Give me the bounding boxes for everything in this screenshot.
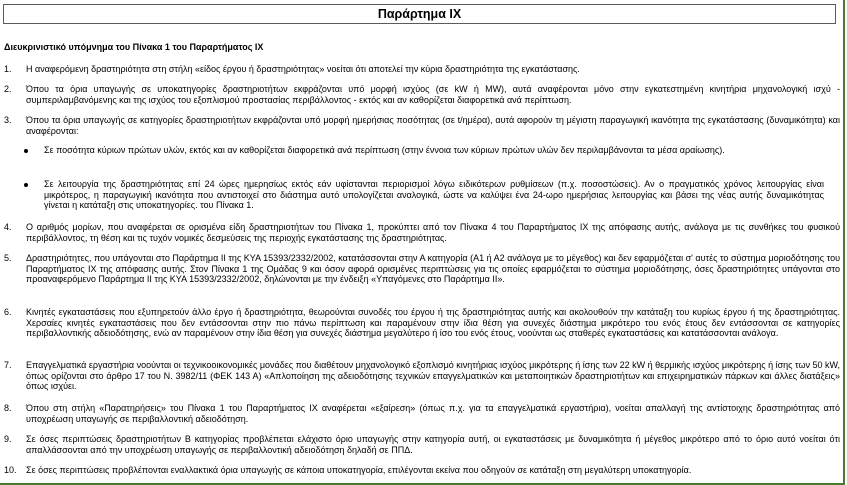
note-9	[0, 434, 840, 455]
note-number: 4.	[4, 222, 12, 232]
bullet-text: Σε ποσότητα κύριων πρώτων υλών, εκτός και αν καθορίζεται διαφορετικά ανά περίπτωση (στην έννοια των κύριων πρώτων υλών δεν περιλαμβάνονται τα μέσα αραίωσης).	[44, 145, 725, 155]
note-1	[0, 64, 840, 75]
bullet-text: Σε λειτουργία της δραστηριότητας επί 24 ώρες ημερησίως εκτός εάν υφίστανται περιορισμοί λόγω ειδικότερων ρυθμίσεων (π.χ. ποσοστώσεις). Αν ο πραγματικός χρόνος λειτουργίας είναι μικρότερος, η παραγωγική ικανότητα που αντιστοιχεί στο διάστημα αυτό υπολογίζεται αναλογικά, ώστε να καλύψει ένα 24-ωρο ημερήσιας λειτουργίας και βάσει της νέας αυτής δυναμικότητας γίνεται η κατάταξη στις υποκατηγορίες. του Πίνακα 1.	[44, 179, 824, 211]
note-number: 9.	[4, 434, 12, 444]
note-text: Κινητές εγκαταστάσεις που εξυπηρετούν άλλο έργο ή δραστηριότητα, θεωρούνται συνοδές του έργου ή της δραστηριότητας αυτής και ακολουθούν την κατάταξη του κυρίως έργου ή της δραστηριότητας. Χερσαίες κινητές εγκαταστάσεις που δεν εντάσσονται στην πιο πάνω περίπτωση και παραμένουν στην ίδια θέση για συνεχές διάστημα μικρότερο του ενός έτους δεν εντάσσονται σε κατηγορίες περιβαλλοντικής αδειοδότησης, ενώ αν παραμένουν στην ίδια θέση για συνεχές διάστημα μεγαλύτερο ή ίσο του ενός έτους, νοούνται ως σταθερές εγκαταστάσεις και κατατάσσονται ανάλογα.	[26, 307, 840, 339]
note-number: 5.	[4, 253, 12, 263]
note-text: Σε όσες περιπτώσεις προβλέπονται εναλλακτικά όρια υπαγωγής σε κάποια υποκατηγορία, επιλέγονται εκείνα που οδηγούν σε κατάταξη στη μεγαλύτερη υποκατηγορία.	[26, 465, 692, 475]
note-text: Όπου στη στήλη «Παρατηρήσεις» του Πίνακα 1 του Παραρτήματος ΙΧ αναφέρεται «εξαίρεση» (όπως π.χ. για τα επαγγελματικά εργαστήρια), νοείται απαλλαγή της αντίστοιχης δραστηριότητας από υποχρέωση υπαγωγής σε περιβαλλοντική αδειοδότηση.	[26, 403, 840, 424]
bullet-icon	[24, 149, 28, 153]
note-3-bullet-2	[0, 179, 840, 211]
note-5	[0, 253, 840, 285]
note-8	[0, 403, 840, 424]
note-text: Σε όσες περιπτώσεις δραστηριοτήτων Β κατηγορίας προβλέπεται ελάχιστο όριο υπαγωγής στην κατηγορία αυτή, οι εγκαταστάσεις με δυναμικότητα ή μέγεθος μικρότερο από το όριο αυτό νοείται ότι απαλλάσσονται από την υποχρέωση υπαγωγής σε περιβαλλοντική αδειοδότηση δηλαδή σε ΠΠΔ.	[26, 434, 840, 455]
note-6	[0, 307, 840, 339]
bullet-icon	[24, 183, 28, 187]
note-text: Η αναφερόμενη δραστηριότητα στη στήλη «είδος έργου ή δραστηριότητας» νοείται ότι αποτελεί την κύρια δραστηριότητα της εγκατάστασης.	[26, 64, 580, 74]
note-number: 2.	[4, 84, 12, 94]
note-4	[0, 222, 840, 243]
note-text: Επαγγελματικά εργαστήρια νοούνται οι τεχνικοοικονομικές μονάδες που διαθέτουν μηχανολογικό εξοπλισμό κινητήριας ισχύος μικρότερης ή ίσης των 22 kW ή θερμικής ισχύος μικρότερης ή ίσης των 50 kW, όπως ορίζονται στο άρθρο 17 του Ν. 3982/11 (ΦΕΚ 143 Α) «Απλοποίηση της αδειοδότησης τεχνικών επαγγελματικών και μεταποιητικών δραστηριοτήτων και επιχειρηματικών πάρκων και άλλες διατάξεις» όπως ισχύει.	[26, 360, 840, 392]
note-10	[0, 465, 840, 476]
note-text: Όπου τα όρια υπαγωγής σε υποκατηγορίες δραστηριοτήτων εκφράζονται υπό μορφή ισχύος (σε kW ή MW), αυτά αναφέρονται μόνο στην εγκατεστημένη κινητήρια μηχανολογική ισχύ - συμπεριλαμβανόμενης και της ισχύος του εξοπλισμού προστασίας περιβάλλοντος - εκτός και αν καθορίζεται διαφορετικά ανά περίπτωση.	[26, 84, 840, 105]
annex-title: Παράρτημα ΙΧ	[3, 4, 836, 24]
note-number: 7.	[4, 360, 12, 370]
note-number: 8.	[4, 403, 12, 413]
note-number: 6.	[4, 307, 12, 317]
note-2	[0, 84, 840, 105]
note-3-bullet-1	[0, 145, 840, 156]
note-number: 3.	[4, 115, 12, 125]
note-text: Δραστηριότητες, που υπάγονται στο Παράρτημα ΙΙ της ΚΥΑ 15393/2332/2002, κατατάσσονται στην Α κατηγορία (Α1 ή Α2 ανάλογα με το μέγεθος) και δεν εφαρμόζεται σ' αυτές το σύστημα μοριοδότησης του Παραρτήματος ΙΧ της απόφασης αυτής. Στον Πίνακα 1 της Ομάδας 9 και όσον αφορά ορισμένες περιπτώσεις για τις οποίες εφαρμόζεται το σύστημα μοριοδότησης, όσες δραστηριότητες υπάγονται στο προαναφερόμενο Παράρτημα ΙΙ της ΚΥΑ 15393/2332/2002, δηλώνονται με την ένδειξη «Υπαγόμενες στο Παράρτημα ΙΙ».	[26, 253, 840, 285]
note-text: Ο αριθμός μορίων, που αναφέρεται σε ορισμένα είδη δραστηριοτήτων του Πίνακα 1, προκύπτει από τον Πίνακα 4 του Παραρτήματος ΙΧ της απόφασης αυτής, ανάλογα με τις συνθήκες του φυσικού περιβάλλοντος, τη θέση και τις τυχόν νομικές δεσμεύσεις της περιοχής εγκατάστασης της δραστηριότητας.	[26, 222, 840, 243]
note-number: 1.	[4, 64, 12, 74]
section-heading: Διευκρινιστικό υπόμνημα του Πίνακα 1 του Παραρτήματος ΙΧ	[4, 42, 264, 52]
note-3	[0, 115, 840, 136]
note-7	[0, 360, 840, 392]
note-text: Όπου τα όρια υπαγωγής σε κατηγορίες δραστηριοτήτων εκφράζονται υπό μορφή ημερήσιας ποσότητας (σε t/ημέρα), αυτά αφορούν τη μέγιστη παραγωγική ικανότητα της εγκατάστασης (δυναμικότητα) και αναφέρονται:	[26, 115, 840, 136]
note-number: 10.	[4, 465, 17, 475]
